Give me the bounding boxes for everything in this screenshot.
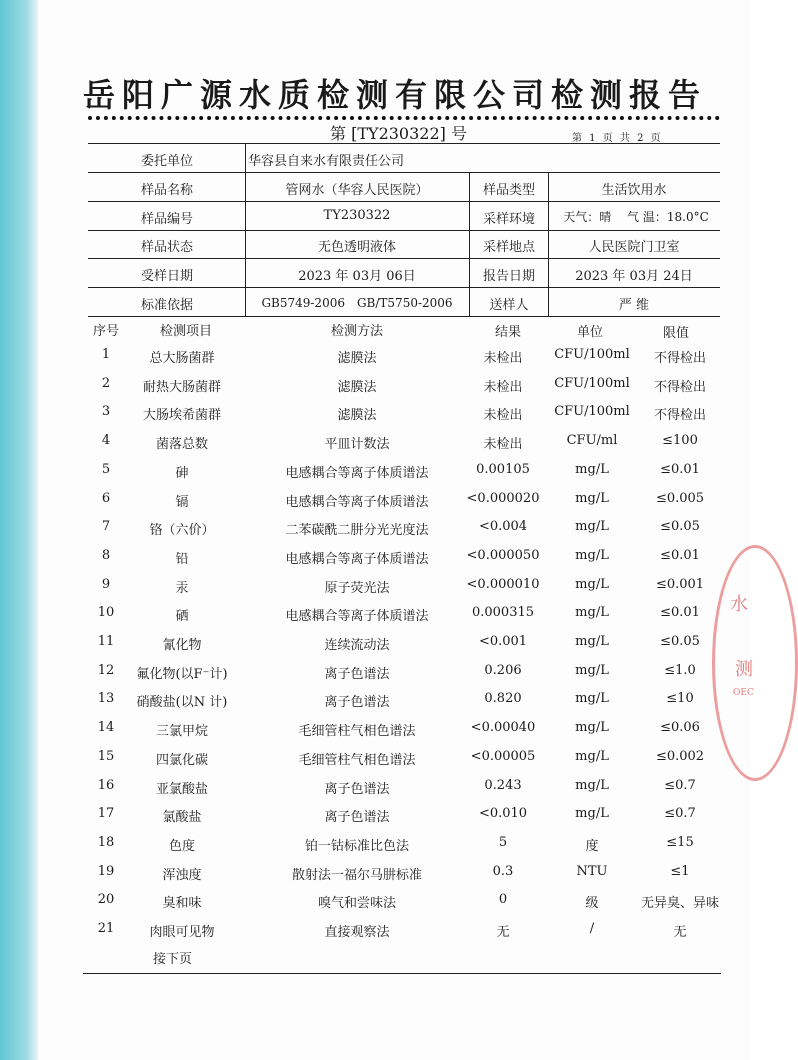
- cell-item: 色度: [168, 838, 196, 854]
- cell-unit: CFU/100ml: [554, 404, 630, 420]
- header-result: 结果: [494, 325, 522, 340]
- cell-result: 0.243: [484, 777, 522, 793]
- state-value: 无色透明液体: [317, 240, 397, 255]
- cell-unit: mg/L: [575, 777, 609, 793]
- cell-unit: CFU/ml: [566, 433, 618, 449]
- page-info: 第 1 页 共 2 页: [572, 133, 661, 144]
- table-row: [0, 605, 750, 633]
- cell-no: 9: [101, 576, 111, 592]
- cell-limit: ≤1.0: [664, 662, 696, 678]
- cell-item: 氰化物: [162, 638, 202, 653]
- cell-method: 连续流动法: [324, 638, 390, 653]
- table-row: [0, 806, 750, 834]
- cell-item: 氯酸盐: [162, 810, 202, 826]
- sample-id-value: TY230322: [323, 208, 391, 223]
- cell-method: 原子荧光法: [324, 580, 390, 596]
- state-label: 样品状态: [140, 240, 194, 255]
- location-value: 人民医院门卫室: [588, 240, 680, 255]
- cell-limit: ≤0.002: [655, 748, 705, 764]
- info-table-top-border: [88, 143, 720, 144]
- cell-method: 嗅气和尝味法: [317, 896, 397, 912]
- cell-unit: mg/L: [575, 806, 609, 822]
- cell-method: 铂一钴标准比色法: [304, 838, 410, 854]
- cell-method: 滤膜法: [337, 351, 377, 366]
- table-row: [0, 491, 750, 519]
- header-no: 序号: [92, 324, 120, 339]
- cell-unit: 级: [585, 896, 599, 912]
- cell-unit: mg/L: [575, 634, 609, 649]
- cell-no: 12: [97, 662, 115, 678]
- cell-no: 3: [101, 404, 111, 420]
- cell-limit: ≤0.05: [660, 519, 700, 535]
- sample-name-value: 管网水（华容人民医院）: [285, 183, 429, 198]
- cell-limit: 无: [673, 925, 687, 940]
- cell-method: 毛细管柱气相色谱法: [298, 724, 416, 740]
- cell-unit: mg/L: [575, 605, 609, 621]
- location-label: 采样地点: [482, 240, 536, 255]
- info-table-col-divider: [548, 172, 549, 316]
- cell-no: 15: [97, 748, 115, 764]
- cell-item: 铬（六价）: [149, 523, 215, 539]
- cell-no: 4: [101, 433, 111, 449]
- cell-unit: mg/L: [575, 720, 609, 736]
- cell-no: 13: [97, 691, 115, 707]
- cell-item: 臭和味: [162, 896, 202, 912]
- cell-item: 硝酸盐(以N 计): [136, 695, 228, 711]
- cell-limit: 不得检出: [653, 408, 707, 424]
- cell-no: 7: [101, 519, 111, 535]
- cell-result: 0.206: [484, 662, 522, 678]
- sender-value: 严 维: [618, 298, 650, 313]
- client-value: 华容县自来水有限责任公司: [248, 154, 405, 169]
- cell-unit: mg/L: [575, 490, 609, 506]
- cell-result: <0.00040: [470, 720, 536, 736]
- table-row: [0, 347, 750, 375]
- cell-limit: ≤0.01: [660, 547, 700, 563]
- cell-method: 电感耦合等离子体质谱法: [285, 494, 429, 510]
- cell-limit: ≤0.7: [664, 806, 696, 822]
- cell-unit: mg/L: [575, 662, 609, 678]
- info-table-bottom-border: [88, 316, 720, 317]
- cell-unit: mg/L: [575, 576, 609, 592]
- cell-limit: ≤0.06: [660, 720, 700, 736]
- cell-limit: 无异臭、异味: [640, 896, 720, 912]
- table-row: [0, 462, 750, 490]
- cell-no: 18: [97, 834, 115, 850]
- cell-no: 19: [97, 863, 115, 879]
- cell-method: 离子色谱法: [324, 666, 390, 682]
- cell-method: 离子色谱法: [324, 781, 390, 797]
- cell-item: 镉: [175, 494, 189, 510]
- cell-no: 16: [97, 777, 115, 793]
- cell-limit: ≤0.005: [655, 490, 705, 506]
- received-value: 2023 年 03月 06日: [298, 269, 416, 284]
- cell-result: <0.010: [478, 806, 528, 822]
- continued-note: 接下页: [153, 952, 193, 967]
- sender-label: 送样人: [489, 298, 529, 313]
- cell-limit: ≤1: [670, 863, 690, 879]
- cell-no: 11: [97, 634, 115, 649]
- sample-type-label: 样品类型: [482, 183, 536, 198]
- cell-limit: ≤0.7: [664, 777, 696, 793]
- cell-result: <0.000050: [466, 547, 540, 563]
- table-row: [0, 404, 750, 432]
- cell-limit: ≤0.01: [660, 461, 700, 477]
- footer-divider: [83, 973, 721, 974]
- cell-result: <0.000010: [466, 576, 540, 592]
- cell-result: <0.004: [478, 519, 528, 535]
- sample-id-label: 样品编号: [140, 212, 194, 227]
- cell-item: 铅: [175, 551, 189, 567]
- cell-method: 毛细管柱气相色谱法: [298, 752, 416, 768]
- cell-no: 1: [101, 347, 111, 362]
- cell-limit: 不得检出: [653, 379, 707, 395]
- header-item: 检测项目: [159, 324, 213, 339]
- cell-item: 耐热大肠菌群: [142, 379, 222, 395]
- info-table-col-divider: [245, 143, 246, 316]
- cell-unit: mg/L: [575, 461, 609, 477]
- cell-unit: /: [589, 921, 595, 936]
- report-date-label: 报告日期: [482, 269, 536, 284]
- title-divider: [88, 116, 720, 120]
- cell-item: 大肠埃希菌群: [142, 408, 222, 424]
- header-method: 检测方法: [330, 324, 384, 339]
- cell-unit: mg/L: [575, 547, 609, 563]
- cell-item: 浑浊度: [162, 867, 202, 883]
- info-table-row-divider: [88, 172, 720, 173]
- seal-text: 水: [730, 594, 748, 615]
- header-unit: 单位: [576, 325, 604, 340]
- cell-item: 四氯化碳: [155, 752, 209, 768]
- cell-item: 氟化物(以F⁻计): [136, 666, 228, 682]
- cell-no: 20: [97, 892, 115, 908]
- cell-result: 未检出: [483, 437, 523, 453]
- cell-result: 未检出: [483, 379, 523, 395]
- cell-method: 电感耦合等离子体质谱法: [285, 465, 429, 481]
- table-row: [0, 634, 750, 662]
- cell-limit: ≤0.001: [655, 576, 705, 592]
- received-label: 受样日期: [140, 269, 194, 284]
- cell-item: 汞: [175, 580, 189, 596]
- cell-method: 电感耦合等离子体质谱法: [285, 551, 429, 567]
- cell-limit: ≤10: [666, 691, 694, 707]
- cell-result: 0: [498, 892, 508, 908]
- cell-unit: mg/L: [575, 691, 609, 707]
- cell-unit: NTU: [576, 863, 608, 879]
- env-label: 采样环境: [482, 212, 536, 227]
- cell-unit: 度: [585, 838, 599, 854]
- cell-result: 0.820: [484, 691, 522, 707]
- table-row: [0, 778, 750, 806]
- table-row: [0, 663, 750, 691]
- cell-result: <0.001: [478, 634, 528, 649]
- info-table-row-divider: [88, 230, 720, 231]
- cell-method: 滤膜法: [337, 408, 377, 424]
- report-number: 第 [TY230322] 号: [330, 124, 467, 143]
- standard-value: GB5749-2006 GB/T5750-2006: [261, 296, 453, 310]
- report-title: 岳阳广源水质检测有限公司检测报告: [82, 76, 707, 114]
- cell-result: 未检出: [483, 351, 523, 366]
- cell-no: 21: [97, 921, 115, 936]
- cell-no: 6: [101, 490, 111, 506]
- table-row: [0, 835, 750, 863]
- cell-limit: 不得检出: [653, 351, 707, 366]
- env-value: 天气：晴 气 温：18.0°C: [563, 210, 709, 224]
- cell-result: 0.3: [492, 863, 514, 879]
- table-row: [0, 921, 750, 949]
- cell-unit: mg/L: [575, 519, 609, 535]
- cell-method: 离子色谱法: [324, 695, 390, 711]
- header-limit: 限值: [662, 326, 690, 341]
- cell-item: 亚氯酸盐: [155, 781, 209, 797]
- table-row: [0, 720, 750, 748]
- table-row: [0, 892, 750, 920]
- table-row: [0, 519, 750, 547]
- cell-no: 2: [101, 375, 111, 391]
- cell-method: 平皿计数法: [324, 437, 390, 453]
- red-seal-stamp: [712, 545, 798, 781]
- cell-item: 菌落总数: [155, 437, 209, 453]
- cell-no: 10: [97, 605, 115, 621]
- info-table-row-divider: [88, 287, 720, 288]
- cell-unit: CFU/100ml: [554, 375, 630, 391]
- cell-no: 8: [101, 547, 111, 563]
- cell-limit: ≤0.05: [660, 634, 700, 649]
- cell-result: 无: [496, 925, 510, 940]
- cell-item: 硒: [175, 609, 189, 625]
- cell-limit: ≤100: [662, 433, 698, 449]
- table-row: [0, 864, 750, 892]
- cell-method: 直接观察法: [324, 925, 390, 940]
- table-row: [0, 376, 750, 404]
- cell-result: <0.000020: [466, 490, 540, 506]
- cell-result: 5: [498, 834, 508, 850]
- client-label: 委托单位: [140, 154, 194, 169]
- cell-item: 总大肠菌群: [149, 351, 215, 366]
- cell-method: 离子色谱法: [324, 810, 390, 826]
- cell-result: 0.00105: [476, 461, 530, 477]
- cell-method: 电感耦合等离子体质谱法: [285, 609, 429, 625]
- cell-limit: ≤0.01: [660, 605, 700, 621]
- seal-text: 测: [735, 659, 753, 680]
- sample-type-value: 生活饮用水: [601, 183, 667, 198]
- info-table-row-divider: [88, 201, 720, 202]
- cell-no: 14: [97, 720, 115, 736]
- cell-item: 三氯甲烷: [155, 724, 209, 740]
- table-row: [0, 749, 750, 777]
- cell-method: 散射法一福尔马肼标准: [291, 867, 423, 883]
- cell-unit: CFU/100ml: [554, 347, 630, 362]
- table-row: [0, 433, 750, 461]
- sample-name-label: 样品名称: [140, 183, 194, 198]
- table-row: [0, 577, 750, 605]
- info-table-col-divider: [469, 172, 470, 316]
- table-row: [0, 548, 750, 576]
- cell-no: 17: [97, 806, 115, 822]
- cell-result: 未检出: [483, 408, 523, 424]
- standard-label: 标准依据: [140, 298, 194, 313]
- seal-text: OEC: [733, 688, 754, 698]
- info-table-row-divider: [88, 258, 720, 259]
- cell-no: 5: [101, 461, 111, 477]
- cell-unit: mg/L: [575, 748, 609, 764]
- cell-method: 滤膜法: [337, 379, 377, 395]
- table-row: [0, 691, 750, 719]
- report-date-value: 2023 年 03月 24日: [575, 269, 693, 284]
- cell-item: 砷: [175, 465, 189, 481]
- cell-limit: ≤15: [666, 834, 694, 850]
- cell-result: 0.000315: [471, 605, 535, 621]
- cell-result: <0.00005: [470, 748, 536, 764]
- cell-item: 肉眼可见物: [149, 925, 215, 940]
- cell-method: 二苯碳酰二肼分光光度法: [285, 523, 429, 539]
